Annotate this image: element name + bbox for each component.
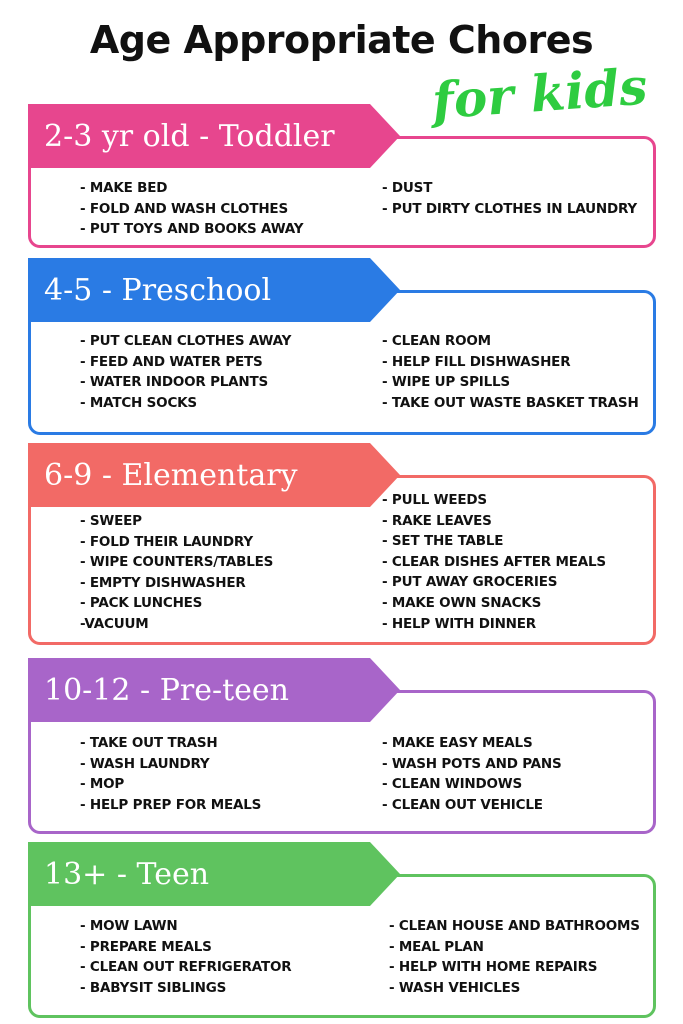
chore-item: - CLEAN WINDOWS	[382, 776, 522, 793]
chore-item: - CLEAR DISHES AFTER MEALS	[382, 553, 606, 570]
chore-item: - TAKE OUT WASTE BASKET TRASH	[382, 394, 639, 411]
right-chore-list	[389, 916, 640, 998]
chore-item: - SET THE TABLE	[382, 533, 504, 550]
chore-item: - WIPE COUNTERS/TABLES	[80, 554, 274, 571]
chore-item: - WATER INDOOR PLANTS	[80, 374, 269, 391]
chore-item: - PUT CLEAN CLOTHES AWAY	[80, 333, 292, 349]
chore-item: - MAKE OWN SNACKS	[382, 594, 542, 611]
chore-item: - WASH POTS AND PANS	[382, 755, 562, 772]
chore-item: - PUT DIRTY CLOTHES IN LAUNDRY	[382, 200, 637, 217]
chore-item: - CLEAN OUT REFRIGERATOR	[80, 959, 292, 976]
chore-item: - DUST	[382, 180, 433, 196]
section-teen	[28, 842, 656, 1018]
right-chore-list	[382, 733, 562, 815]
chore-item: - MAKE BED	[80, 180, 168, 196]
chore-item: - FEED AND WATER PETS	[80, 353, 263, 370]
chore-item: - RAKE LEAVES	[382, 512, 492, 529]
chore-item: - FOLD THEIR LAUNDRY	[80, 533, 253, 550]
section-banner: 6-9 - Elementary	[28, 443, 370, 507]
chore-item: - HELP PREP FOR MEALS	[80, 796, 262, 813]
chore-item: - HELP WITH DINNER	[382, 615, 536, 632]
right-chore-list	[382, 490, 606, 634]
chore-item: - FOLD AND WASH CLOTHES	[80, 200, 288, 217]
page-subtitle: for kids	[430, 56, 650, 131]
section-banner: 4-5 - Preschool	[28, 258, 370, 322]
chore-item: - PULL WEEDS	[382, 492, 487, 508]
left-chore-list	[80, 178, 303, 240]
left-chore-list	[80, 733, 261, 815]
chore-item: - PUT AWAY GROCERIES	[382, 574, 558, 591]
left-chore-list	[80, 331, 291, 413]
chore-item: - PACK LUNCHES	[80, 595, 203, 612]
chore-item: - MEAL PLAN	[389, 938, 484, 955]
left-chore-list	[80, 916, 291, 998]
page-title: Age Appropriate Chores	[89, 18, 594, 62]
chore-item: - MOP	[80, 776, 125, 793]
section-banner: 10-12 - Pre-teen	[28, 658, 370, 722]
chore-item: - MOW LAWN	[80, 918, 178, 934]
chore-item: - WASH VEHICLES	[389, 979, 521, 996]
chore-item: - TAKE OUT TRASH	[80, 735, 218, 751]
chore-item: -VACUUM	[80, 615, 149, 632]
section-preteen	[28, 658, 656, 834]
chore-item: - MAKE EASY MEALS	[382, 735, 533, 751]
right-chore-list	[382, 331, 639, 413]
right-chore-list	[382, 178, 637, 219]
chore-item: - CLEAN ROOM	[382, 333, 491, 349]
chore-item: - CLEAN OUT VEHICLE	[382, 796, 543, 813]
chore-item: - HELP WITH HOME REPAIRS	[389, 959, 598, 976]
chore-item: - HELP FILL DISHWASHER	[382, 353, 571, 370]
chore-item: - WIPE UP SPILLS	[382, 374, 510, 391]
chore-item: - BABYSIT SIBLINGS	[80, 979, 227, 996]
section-preschool	[28, 258, 656, 435]
chore-item: - MATCH SOCKS	[80, 394, 197, 411]
section-elementary	[28, 443, 656, 645]
chore-item: - WASH LAUNDRY	[80, 755, 210, 772]
section-toddler	[28, 104, 656, 248]
chore-item: - CLEAN HOUSE AND BATHROOMS	[389, 918, 640, 934]
chore-item: - SWEEP	[80, 513, 142, 529]
chore-item: - EMPTY DISHWASHER	[80, 574, 246, 591]
chore-item: - PREPARE MEALS	[80, 938, 212, 955]
section-banner: 2-3 yr old - Toddler	[28, 104, 370, 168]
left-chore-list	[80, 511, 273, 635]
chore-item: - PUT TOYS AND BOOKS AWAY	[80, 221, 304, 238]
section-banner: 13+ - Teen	[28, 842, 370, 906]
